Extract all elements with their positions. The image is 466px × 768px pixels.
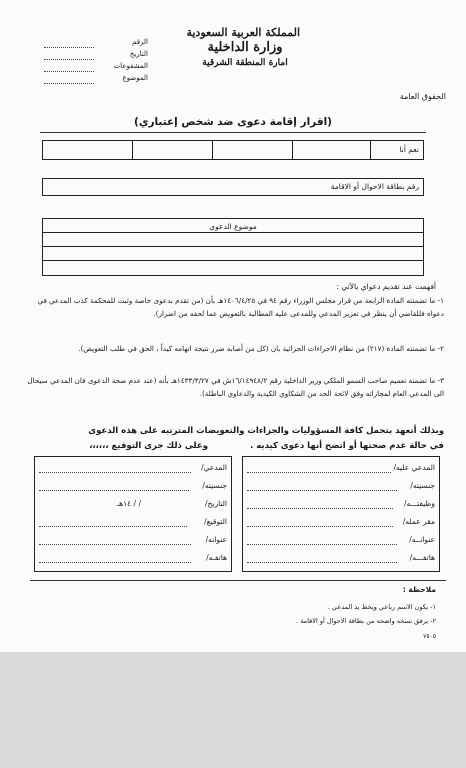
defendant-address-label: عنوانــه/ [409,535,435,544]
name-cell-divider [212,141,213,159]
defendant-box[interactable] [242,456,440,572]
ref-subject-line [44,83,94,84]
footer-code: ٧٥٠٥ [423,633,436,640]
pledge-text: وبذلك أتعهد بتحمل كافة المسؤوليات والجزاءات والتعويضات المترتبه على هذه الدعوى [88,426,444,436]
defendant-name-line [247,472,391,473]
defendant-nationality-label: جنسيته/ [410,481,435,490]
subject-header: موضوع الدعوى [209,222,257,231]
note-1: ١- يكون الاسم رباعي ويخط يد المدعي . [327,603,436,611]
name-field-box[interactable] [42,140,424,160]
clause-1: ١- ما تضمنته المادة الرابعة من قرار مجلس الوزراء رقم ٩٤ في ١٤٠٦/٤/٢٥هـ بأن (من تقدم بدعوى خاصة وثبت للمحكمة كذب المدعي في دعواه فللقاضي أن ينظر في تعزير المدعي وللمدعى عليه المطالبة بالتعويض عما لحقه من اضرار). [37,296,444,318]
ref-date-label: التاريخ [129,50,148,58]
signature-note: وعلى ذلك جرى التوقيع ،،،،،، [89,441,208,451]
plaintiff-signature-label: التوقيع/ [204,517,227,526]
plaintiff-box[interactable] [34,456,232,572]
notes-divider [30,580,446,581]
clause-3: ٣- ما تضمنه تعميم صاحب السمو الملكي وزير الداخلية رقم ١٦/١٤٩٤٨/٢ش في ١٤٣٣/٣/٢٧هـ بأنه (عند عدم صحة الدعوى فان المدعي سيحال الى المدعي العام لمجازاته وفق لائحة الحد من الشكاوي الكيدية والدعاوي الباطلة). [27,376,444,398]
pledge-continued: في حالة عدم صحتها أو اتضح أنها دعوى كيديه . [250,441,444,451]
ref-subject-label: الموضوع [122,74,148,82]
form-title: (اقرار إقامة دعوى ضد شخص إعتباري) [134,116,332,128]
defendant-address-line [247,544,397,545]
ref-number-line [44,47,94,48]
plaintiff-phone-line [39,562,191,563]
ref-date-line [44,59,94,60]
emirate-name: امارة المنطقة الشرقية [202,58,288,68]
plaintiff-name-label: المدعي/ [201,463,227,472]
intro-text: أفهمت عند تقديم دعواي بالآتي : [336,282,436,291]
name-label: نعم أنا [399,145,419,154]
defendant-workplace-line [247,526,393,527]
plaintiff-date-label: التاريخ/ [205,499,227,508]
clause-2: ٢- ما تضمنته المادة (٢١٧) من نظام الاجراءات الجزائية بان (كل من أصابه ضرر نتيجة اتهامه كيداً ، الحق في طلب التعويض). [78,344,444,353]
id-label: رقم بطاقة الاحوال أو الاقامة [330,182,419,191]
plaintiff-address-label: عنوانه/ [205,535,227,544]
name-cell-divider [132,141,133,159]
subject-row-line [43,260,423,261]
subject-row-line [43,232,423,233]
plaintiff-name-line [39,472,191,473]
defendant-name-label: المدعي عليه/ [393,463,435,472]
subject-table[interactable] [42,218,424,276]
ref-number-label: الرقم [132,38,148,46]
ministry-name: وزارة الداخلية [207,40,283,55]
plaintiff-nationality-line [39,490,189,491]
plaintiff-phone-label: هاتفـه/ [206,553,227,562]
defendant-phone-label: هاتفـــه/ [409,553,435,562]
note-2: ٢- يرفق نسخه واضحه من بطاقة الاحوال أو الاقامة . [296,617,436,625]
id-field-box[interactable] [42,178,424,196]
title-divider [40,132,426,133]
defendant-nationality-line [247,490,397,491]
notes-title: ملاحظة : [402,585,436,594]
kingdom-name: المملكة العربية السعودية [186,26,300,39]
plaintiff-date-value: / / ١٤هـ [116,499,141,508]
defendant-phone-line [247,562,397,563]
name-cell-divider [370,141,371,159]
defendant-job-label: وظيفتـــه/ [403,499,435,508]
name-cell-divider [292,141,293,159]
subject-row-line [43,246,423,247]
department-label: الحقوق العامة [399,92,446,101]
plaintiff-nationality-label: جنسيته/ [202,481,227,490]
ref-attachments-label: المشفوعات [113,62,148,70]
defendant-workplace-label: مقر عمله/ [402,517,435,526]
ref-attachments-line [44,71,94,72]
plaintiff-signature-line [39,526,187,527]
plaintiff-address-line [39,544,191,545]
defendant-job-line [247,508,393,509]
